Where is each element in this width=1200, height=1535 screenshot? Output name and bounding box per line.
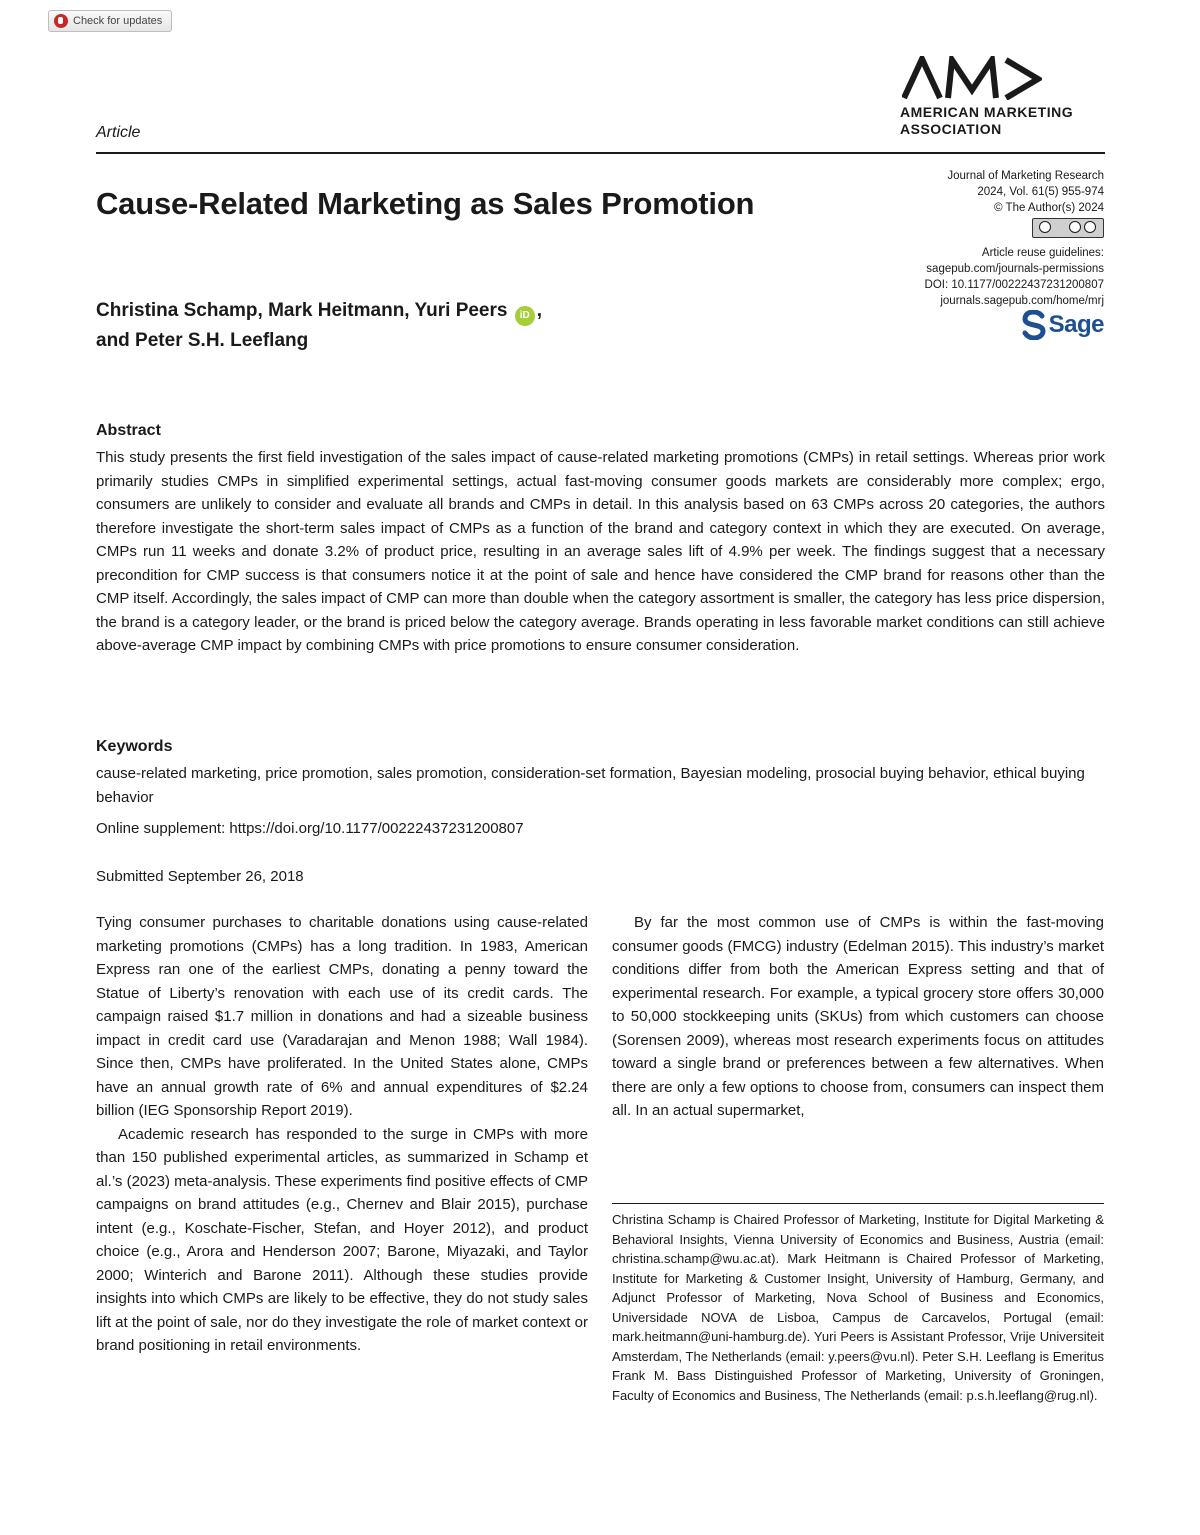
journal-volume: 2024, Vol. 61(5) 955-974 bbox=[977, 186, 1104, 198]
body-left-column bbox=[96, 911, 588, 1358]
journal-homepage[interactable]: journals.sagepub.com/home/mrj bbox=[940, 295, 1104, 307]
ama-name-line2: ASSOCIATION bbox=[900, 121, 1002, 137]
body-paragraph: Academic research has responded to the surge in CMPs with more than 150 published experimental articles, as summarized in Schamp et al.’s (2023) meta-analysis. These experiments find positive effects of CMP campaigns on brand attitudes (e.g., Chernev and Blair 2015), purchase intent (e.g., Koschate-Fischer, Stefan, and Hoyer 2012), and product choice (e.g., Arora and Henderson 2007; Barone, Miyazaki, and Taylor 2000; Winterich and Barone 2011). Although these studies provide insights into which CMPs are likely to be effective, they do not study sales lift at the point of sale, nor do they investigate the role of market context or brand positioning in retail environments. bbox=[96, 1125, 588, 1354]
check-for-updates-label: Check for updates bbox=[73, 15, 163, 27]
reuse-link[interactable]: sagepub.com/journals-permissions bbox=[926, 263, 1104, 275]
paper-title: Cause-Related Marketing as Sales Promotion bbox=[96, 186, 755, 221]
body-paragraph: By far the most common use of CMPs is within the fast-moving consumer goods (FMCG) industry (Edelman 2015). This industry’s market conditions differ from both the American Express setting and that of experimental research. For example, a typical grocery store offers 30,000 to 50,000 stockkeeping units (SKUs) from which customers can choose (Sorensen 2009), whereas most research experiments focus on attitudes toward a single brand or preferences between a few alternatives. When there are only a few options to choose from, consumers can inspect them all. In an actual supermarket, bbox=[612, 914, 1104, 1119]
keywords-text: cause-related marketing, price promotion, sales promotion, consideration-set formation, Bayesian modeling, prosocial buying behavior, ethical buying behavior bbox=[96, 765, 1085, 806]
submitted-date: Submitted September 26, 2018 bbox=[96, 868, 304, 885]
check-for-updates-button[interactable] bbox=[48, 10, 172, 32]
ama-logo-icon bbox=[902, 56, 1042, 100]
keywords-heading: Keywords bbox=[96, 738, 173, 755]
body-paragraph: Tying consumer purchases to charitable donations using cause-related marketing promotions (CMPs) has a long tradition. In 1983, American Express ran one of the earliest CMPs, donating a penny toward the Statue of Liberty’s renovation with each use of its credit cards. The campaign raised $1.7 million in donations and had a sizeable business impact in credit card use (Varadarajan and Menon 1988; Wall 1984). Since then, CMPs have proliferated. In the United States alone, CMPs have an annual growth rate of 6% and annual expenditures of $2.24 billion (IEG Sponsorship Report 2019). bbox=[96, 914, 588, 1119]
cc-license-icon bbox=[1032, 218, 1104, 238]
copyright: © The Author(s) 2024 bbox=[994, 202, 1104, 214]
orcid-icon[interactable]: iD bbox=[515, 306, 535, 326]
sage-logo-text: Sage bbox=[1048, 311, 1104, 338]
journal-name: Journal of Marketing Research bbox=[947, 170, 1104, 182]
header-rule bbox=[96, 152, 1105, 154]
authors-line2: and Peter S.H. Leeflang bbox=[96, 330, 309, 351]
authors-line1-end: , bbox=[536, 300, 543, 321]
abstract-heading: Abstract bbox=[96, 422, 161, 439]
abstract-text: This study presents the first field investigation of the sales impact of cause-related marketing promotions (CMPs) in retail settings. Whereas prior work primarily studies CMPs in simplified experimental settings, actual fast-moving consumer goods markets are considerably more complex; ergo, consumers are unlikely to consider and evaluate all brands and CMPs in detail. In this analysis based on 63 CMPs across 20 categories, the authors therefore investigate the short-term sales impact of CMPs as a function of the brand and category context in which they are executed. On average, CMPs run 11 weeks and donate 3.2% of product price, resulting in an average sales lift of 4.9% per week. The findings suggest that a necessary precondition for CMP success is that consumers notice it at the point of sale and hence have considered the CMP brand for reasons other than the CMP itself. Accordingly, the sales impact of CMP can more than double when the category assortment is smaller, the category has less price dispersion, the brand is a category leader, or the brand is priced below the category average. Brands operating in less favorable market conditions can still achieve above-average CMP impact by combining CMPs with price promotions to ensure consumer consideration. bbox=[96, 449, 1105, 654]
ama-logo-text bbox=[900, 104, 1120, 138]
check-updates-icon bbox=[54, 14, 68, 28]
footnote-rule bbox=[612, 1203, 1104, 1204]
sage-logo bbox=[1022, 310, 1104, 340]
authors-line1: Christina Schamp, Mark Heitmann, Yuri Peers bbox=[96, 300, 508, 321]
doi[interactable]: DOI: 10.1177/00222437231200807 bbox=[924, 279, 1104, 291]
body-right-column bbox=[612, 911, 1104, 1123]
sage-logo-icon bbox=[1022, 310, 1046, 340]
article-type-label: Article bbox=[96, 124, 141, 141]
ama-name-line1: AMERICAN MARKETING bbox=[900, 104, 1074, 120]
author-list bbox=[96, 296, 542, 355]
online-supplement[interactable]: Online supplement: https://doi.org/10.1177/00222437231200807 bbox=[96, 820, 524, 837]
journal-info bbox=[804, 168, 1104, 309]
reuse-label: Article reuse guidelines: bbox=[981, 247, 1104, 259]
author-footnote: Christina Schamp is Chaired Professor of Marketing, Institute for Digital Marketing & Behavioral Insights, Vienna University of Economics and Business, Austria (email: christina.schamp@wu.ac.at). Mark Heitmann is Chaired Professor of Marketing, Institute for Marketing & Customer Insight, University of Hamburg, Germany, and Adjunct Professor of Marketing, Nova School of Business and Economics, Universidade NOVA de Lisboa, Campus de Carcavelos, Portugal (email: mark.heitmann@uni-hamburg.de). Yuri Peers is Assistant Professor, Vrije Universiteit Amsterdam, The Netherlands (email: y.peers@vu.nl). Peter S.H. Leeflang is Emeritus Frank M. Bass Distinguished Professor of Marketing, University of Groningen, Faculty of Economics and Business, The Netherlands (email: p.s.h.leeflang@rug.nl). bbox=[612, 1212, 1104, 1403]
